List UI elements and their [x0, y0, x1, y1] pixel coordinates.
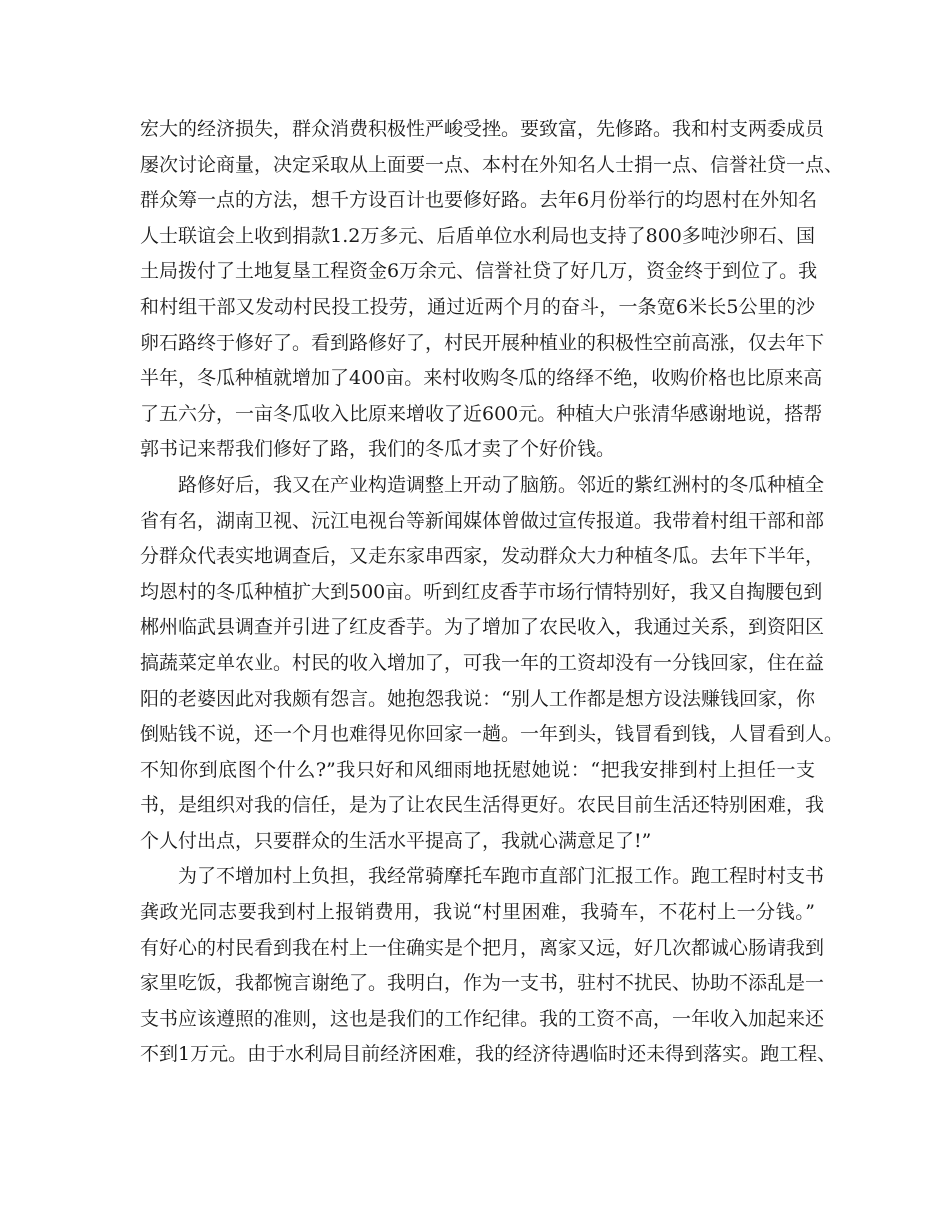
text-line: 路修好后，我又在产业构造调整上开动了脑筋。邻近的紫红洲村的冬瓜种植全 [178, 473, 825, 496]
text-line: 郴州临武县调查并引进了红皮香芋。为了增加了农民收入，我通过关系，到资阳区 [140, 616, 825, 639]
text-line: 群众筹一点的方法，想千方设百计也要修好路。去年6月份举行的均恩村在外知名 [140, 189, 818, 212]
text-line: 半年，冬瓜种植就增加了400亩。来村收购冬瓜的络绎不绝，收购价格也比原来高 [140, 367, 823, 390]
paragraph-p1 [140, 112, 844, 468]
text-line: 家里吃饭，我都惋言谢绝了。我明白，作为一支书，驻村不扰民、协助不添乱是一 [140, 972, 825, 995]
text-line: 分群众代表实地调查后，又走东家串西家，发动群众大力种植冬瓜。去年下半年， [140, 545, 825, 568]
text-line: 为了不增加村上负担，我经常骑摩托车跑市直部门汇报工作。跑工程时村支书 [178, 865, 825, 888]
text-line: 支书应该遵照的准则，这也是我们的工作纪律。我的工资不高，一年收入加起来还 [140, 1007, 825, 1030]
text-line: 不到1万元。由于水利局目前经济困难，我的经济待遇临时还未得到落实。跑工程、 [140, 1043, 837, 1066]
text-line: 了五六分，一亩冬瓜收入比原来增收了近600元。种植大户张清华感谢地说，搭帮 [140, 402, 823, 425]
text-line: 屡次讨论商量，决定采取从上面要一点、本村在外知名人士捐一点、信誉社贷一点、 [140, 153, 844, 176]
text-line: 阳的老婆因此对我颇有怨言。她抱怨我说：“别人工作都是想方设法赚钱回家，你 [140, 687, 815, 710]
text-line: 均恩村的冬瓜种植扩大到500亩。听到红皮香芋市场行情特别好，我又自掏腰包到 [140, 580, 823, 603]
text-line: 龚政光同志要我到村上报销费用，我说“村里困难，我骑车，不花村上一分钱。” [140, 901, 815, 924]
text-line: 不知你到底图个什么?”我只好和风细雨地抚慰她说：“把我安排到村上担任一支 [140, 758, 815, 781]
text-line: 个人付出点，只要群众的生活水平提高了，我就心满意足了!” [140, 829, 652, 852]
text-line: 宏大的经济损失，群众消费积极性严峻受挫。要致富，先修路。我和村支两委成员 [140, 118, 825, 140]
text-line: 和村组干部又发动村民投工投劳，通过近两个月的奋斗，一条宽6米长5公里的沙 [140, 295, 815, 318]
text-line: 人士联谊会上收到捐款1.2万多元、后盾单位水利局也支持了800多吨沙卵石、国 [140, 224, 815, 247]
text-line: 倒贴钱不说，还一个月也难得见你回家一趟。一年到头，钱冒看到钱，人冒看到人。 [140, 723, 844, 746]
text-line: 有好心的村民看到我在村上一住确实是个把月，离家又远，好几次都诚心肠请我到 [140, 936, 825, 959]
text-line: 书，是组织对我的信任，是为了让农民生活得更好。农民目前生活还特别困难，我 [140, 794, 825, 817]
paragraph-p3 [140, 859, 837, 1073]
document-body [140, 112, 844, 1073]
paragraph-p2 [140, 468, 844, 860]
text-line: 土局拨付了土地复垦工程资金6万余元、信誉社贷了好几万，资金终于到位了。我 [140, 260, 818, 283]
text-line: 郭书记来帮我们修好了路，我们的冬瓜才卖了个好价钱。 [140, 438, 616, 461]
text-line: 省有名，湖南卫视、沅江电视台等新闻媒体曾做过宣传报道。我带着村组干部和部 [140, 509, 825, 532]
text-line: 搞蔬菜定单农业。村民的收入增加了，可我一年的工资却没有一分钱回家，住在益 [140, 651, 825, 674]
text-line: 卵石路终于修好了。看到路修好了，村民开展种植业的积极性空前高涨，仅去年下 [140, 331, 825, 354]
